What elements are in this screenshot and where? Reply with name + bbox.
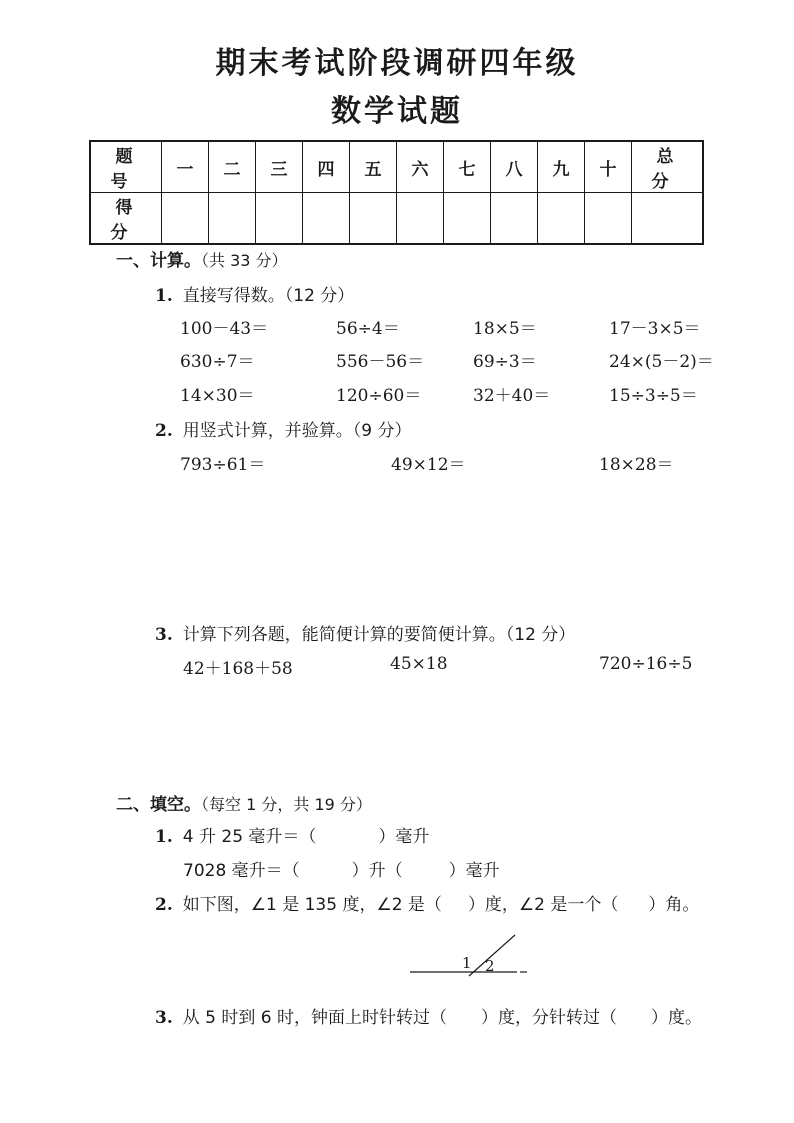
score-cell[interactable] (538, 193, 585, 245)
section1-q1 (155, 281, 354, 306)
score-cell[interactable] (350, 193, 397, 245)
q3-text: 计算下列各题，能简便计算的要简便计算。（12 分） (182, 625, 576, 645)
s2q1-line2-b: ）升（ (351, 861, 403, 881)
score-cell[interactable] (209, 193, 256, 245)
s2q1-line1-b: ）毫升 (378, 827, 430, 847)
score-cell[interactable] (162, 193, 209, 245)
score-col-2: 二 (209, 141, 256, 193)
page-subtitle: 数学试题 (331, 94, 463, 129)
q1-r1c4: 17－3×5＝ (609, 319, 701, 339)
q2-number: 2. (155, 421, 173, 441)
angle-label-1: 1 (462, 954, 472, 972)
s2q1-line2-c: ）毫升 (448, 861, 500, 881)
q1-r1c3: 18×5＝ (473, 319, 537, 339)
score-row-label: 题号 (90, 141, 162, 193)
q2-item-1: 793÷61＝ (180, 455, 266, 475)
s2q1-line2-a: 7028 毫升＝（ (183, 861, 300, 881)
score-table (89, 140, 704, 245)
score-col-8: 八 (491, 141, 538, 193)
score-row2-label: 得分 (90, 193, 162, 245)
q1-r3c3: 32＋40＝ (473, 386, 551, 406)
q1-r2c4: 24×(5－2)＝ (609, 352, 714, 372)
q1-number: 1. (155, 286, 173, 306)
section2-q2 (155, 890, 699, 915)
q2-item-2: 49×12＝ (391, 455, 466, 475)
score-col-9: 九 (538, 141, 585, 193)
score-cell[interactable] (397, 193, 444, 245)
score-cell[interactable] (256, 193, 303, 245)
score-cell[interactable] (632, 193, 704, 245)
s2q2-text-c: ）角。 (648, 895, 700, 915)
q3-number: 3. (155, 625, 173, 645)
score-col-1: 一 (162, 141, 209, 193)
s2q2-number: 2. (155, 895, 173, 915)
section2-q3 (155, 1003, 702, 1028)
page-title: 期末考试阶段调研四年级 (215, 46, 579, 81)
score-table-header-row (90, 141, 703, 193)
q2-text: 用竖式计算，并验算。（9 分） (182, 421, 412, 441)
score-col-10: 十 (585, 141, 632, 193)
section1-q3 (155, 620, 575, 645)
score-col-3: 三 (256, 141, 303, 193)
section2-heading (116, 790, 372, 815)
s2q3-text-c: ）度。 (651, 1008, 702, 1028)
q1-r2c2: 556－56＝ (336, 352, 425, 372)
q1-text: 直接写得数。（12 分） (182, 286, 355, 306)
q1-r1c1: 100－43＝ (180, 319, 269, 339)
q1-r3c4: 15÷3÷5＝ (609, 386, 698, 406)
score-col-5: 五 (350, 141, 397, 193)
q1-r2c1: 630÷7＝ (180, 352, 255, 372)
q1-r3c2: 120÷60＝ (336, 386, 422, 406)
s2q3-text-a: 从 5 时到 6 时，钟面上时针转过（ (182, 1008, 447, 1028)
q3-item-2: 45×18 (390, 654, 448, 674)
q1-r3c1: 14×30＝ (180, 386, 255, 406)
s2q3-text-b: ）度，分针转过（ (481, 1008, 617, 1028)
q2-item-3: 18×28＝ (599, 455, 674, 475)
score-cell[interactable] (491, 193, 538, 245)
s2q1-number: 1. (155, 827, 173, 847)
q1-r1c2: 56÷4＝ (336, 319, 400, 339)
angle-label-2: 2 (485, 957, 495, 975)
s2q2-text-b: ）度，∠2 是一个（ (467, 895, 619, 915)
s2q1-line1-a: 4 升 25 毫升＝（ (182, 827, 317, 847)
section2-title: 二、填空。 (116, 795, 201, 815)
q3-item-1: 42＋168＋58 (183, 659, 293, 679)
q3-item-3: 720÷16÷5 (599, 654, 693, 674)
score-col-7: 七 (444, 141, 491, 193)
angle-diagram (405, 930, 535, 978)
section2-note: （每空 1 分，共 19 分） (201, 795, 372, 814)
section2-q1-line2 (183, 856, 500, 881)
score-cell[interactable] (444, 193, 491, 245)
section1-note: （共 33 分） (201, 251, 288, 270)
section1-heading (116, 246, 288, 271)
section1-title: 一、计算。 (116, 251, 201, 271)
s2q3-number: 3. (155, 1008, 173, 1028)
score-cell[interactable] (585, 193, 632, 245)
score-table-score-row (90, 193, 703, 245)
score-cell[interactable] (303, 193, 350, 245)
section1-q2 (155, 416, 411, 441)
score-col-4: 四 (303, 141, 350, 193)
s2q2-text-a: 如下图，∠1 是 135 度，∠2 是（ (182, 895, 442, 915)
section2-q1-line1 (155, 822, 429, 847)
score-col-total: 总分 (632, 141, 704, 193)
score-col-6: 六 (397, 141, 444, 193)
q1-r2c3: 69÷3＝ (473, 352, 537, 372)
